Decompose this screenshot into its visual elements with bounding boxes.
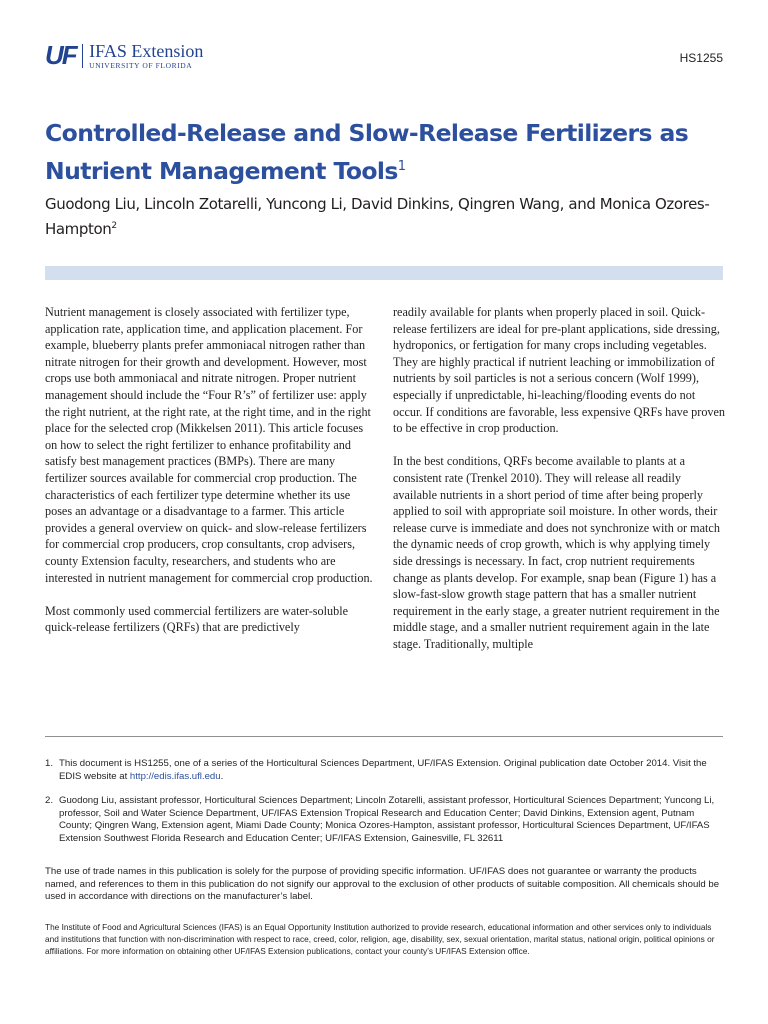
author-list [45, 193, 725, 240]
body-column-left [45, 304, 377, 652]
authors-text: Guodong Liu, Lincoln Zotarelli, Yuncong Li, David Dinkins, Qingren Wang, and Monica Ozores-Hampton [45, 195, 710, 238]
body-column-right [393, 304, 725, 669]
footnote-number: 1. [45, 758, 54, 769]
paragraph: Nutrient management is closely associated with fertilizer type, application rate, application time, and application placement. For example, blueberry plants prefer ammoniacal nitrogen rather than nitrate nitrogen for their growth and development. However, most crops use both ammoniacal and nitrate nitrogen. Proper nutrient management should include the “Four R’s” of fertilizer use: apply the right nutrient, at the right rate, at the right time, and in the right place for the selected crop (Mikkelsen 2011). This article focuses on how to select the right fertilizer to enhance profitability and satisfy best management practices (BMPs). There are many fertilizer sources available for commercial crop production. The characteristics of each fertilizer type determine whether its use poses an advantage or a disadvantage to a farmer. This article provides a general overview on quick- and slow-release fertilizers for commercial crop producers, crop consultants, crop advisers, county Extension faculty, researchers, and students who are interested in nutrient management for commercial crop production. [45, 305, 373, 585]
footnote-item [45, 795, 725, 845]
logo-divider [82, 44, 84, 68]
page-header [45, 40, 723, 76]
document-id: HS1255 [679, 51, 723, 65]
footnote-text: Guodong Liu, assistant professor, Horticultural Sciences Department; Lincoln Zotarelli, assistant professor, Horticultural Sciences Department; Yuncong Li, professor, Soil and Water Science Department, UF/IFAS Extension Tropical Research and Education Center; David Dinkins, Extension agent, Putnam County; Qingren Wang, Extension agent, Miami Dade County; Monica Ozores-Hampton, assistant professor, Horticultural Sciences Department, UF/IFAS Extension Southwest Florida Research and Education Center; UF/IFAS Extension, Gainesville, FL 32611 [59, 795, 715, 844]
edis-website-link[interactable]: http://edis.ifas.ufl.edu [129, 770, 221, 782]
footnote-item [45, 758, 725, 783]
paragraph: readily available for plants when properly placed in soil. Quick-release fertilizers are ideal for pre-plant applications, side dressing, hydroponics, or fertigation for many crops including vegetables. They are highly practical if nutrient leaching or immobilization of nutrients by soil particles is not a serious concern (Wolf 1999), especially if unpredictable, hi-leaching/flooding events do not occur. If conditions are favorable, less expensive QRFs have proven to be effective in crop production. [393, 305, 726, 436]
logo-university: UNIVERSITY OF FLORIDA [89, 61, 193, 70]
uf-ifas-extension-logo[interactable] [45, 42, 203, 70]
paragraph: Most commonly used commercial fertilizers are water-soluble quick-release fertilizers (QRFs) that are predictively [45, 603, 348, 635]
document-title [45, 116, 725, 188]
paragraph: In the best conditions, QRFs become available to plants at a consistent rate (Trenkel 2010). They will release all readily available nutrients in a short period of time after being properly applied to soil with appropriate soil moisture. In other words, their release curve is immediate and does not synchronize with or match the dynamic needs of crop growth, which is why applying timely side dressings is necessary. In fact, crop nutrient requirements change as plants develop. For example, snap bean (Figure 1) has a slow-fast-slow growth stage pattern that has a smaller nutrient requirement in the early stage, a greater nutrient requirement in the middle stage, and a smaller nutrient requirement again in the late stage. Traditionally, multiple [393, 454, 720, 651]
authors-footnote-ref[interactable]: 2 [111, 221, 117, 231]
footnotes [45, 758, 725, 858]
title-separator-band [45, 266, 723, 280]
title-footnote-ref[interactable]: 1 [397, 159, 406, 174]
footnote-text: This document is HS1255, one of a series of the Horticultural Sciences Department, UF/IFAS Extension. Original publication date October 2014. Visit the EDIS website at [59, 758, 707, 782]
footnote-text-end: . [220, 770, 224, 782]
logo-uf-mark: UF [45, 40, 76, 70]
footnote-divider [45, 736, 723, 737]
logo-name: IFAS Extension [89, 41, 204, 61]
title-text: Controlled-Release and Slow-Release Fertilizers as Nutrient Management Tools [45, 119, 689, 185]
equal-opportunity-statement: The Institute of Food and Agricultural Sciences (IFAS) is an Equal Opportunity Institution authorized to provide research, educational information and other services only to individuals and institutions that function with non-discrimination with respect to race, creed, color, religion, age, disability, sex, sexual orientation, marital status, national origin, political opinions or affiliations. For more information on obtaining other UF/IFAS Extension publications, contact your county’s UF/IFAS Extension office. [45, 922, 715, 956]
trade-name-disclaimer: The use of trade names in this publication is solely for the purpose of providing specific information. UF/IFAS does not guarantee or warranty the products named, and references to them in this publication do not signify our approval to the exclusion of other products of suitable composition. All chemicals should be used in accordance with directions on the manufacturer’s label. [45, 866, 720, 903]
logo-text [89, 42, 203, 70]
footnote-number: 2. [45, 795, 54, 807]
